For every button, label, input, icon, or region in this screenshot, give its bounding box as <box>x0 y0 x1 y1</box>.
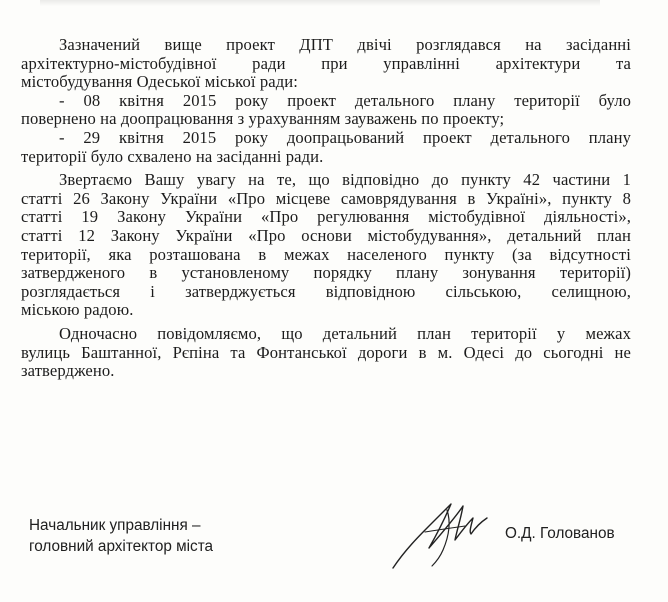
scan-artifact <box>40 0 600 6</box>
letter-body <box>21 36 631 381</box>
signatory-title-line1: Начальник управління – <box>29 517 201 534</box>
paragraph2-line6: затвердженого в установленому порядку плану зонування території) <box>21 264 631 283</box>
paragraph2-line5: території, яка розташована в межах населеного пункту (за відсутності <box>21 245 631 264</box>
list-item-1-line1: - 08 квітня 2015 року проект детального плану території було <box>59 91 631 110</box>
list-item-1-line2: повернено на доопрацювання з урахуванням зауважень по проекту; <box>21 109 505 129</box>
paragraph1-line1: Зазначений вище проект ДПТ двічі розглядався на засіданні <box>59 36 631 54</box>
paragraph3-line2: вулиць Баштанної, Рєпіна та Фонтанської дороги в м. Одесі до сьогодні не <box>21 343 631 362</box>
list-item-2-line2: території було схвалено на засіданні ради. <box>21 146 324 166</box>
paragraph2-line7: розглядається і затверджується відповідною сільською, селищною, <box>21 282 631 301</box>
signatory-title <box>29 515 213 557</box>
paragraph2-line1: Звертаємо Вашу увагу на те, що відповідно до пункту 42 частини 1 <box>59 171 631 190</box>
list-item-2-line1: - 29 квітня 2015 року доопрацьований проект детального плану <box>59 128 631 147</box>
paragraph2-line2: статті 26 Закону України «Про місцеве самоврядування в Україні», пункту 8 <box>21 189 631 208</box>
paragraph2-line4: статті 12 Закону України «Про основи містобудування», детальний план <box>21 226 631 245</box>
signatory-name: О.Д. Голованов <box>505 525 615 542</box>
signatory-title-line2: головний архітектор міста <box>29 538 214 555</box>
paragraph2-line8: міською радою. <box>21 300 134 320</box>
handwritten-signature <box>385 488 495 578</box>
paragraph3-line3: затверджено. <box>21 361 115 381</box>
paragraph1-line3: містобудування Одеської міської ради: <box>21 72 298 92</box>
paragraph2-line3: статті 19 Закону України «Про регулювання містобудівної діяльності», <box>21 208 631 227</box>
paragraph1-line2: архітектурно-містобудівної ради при управлінні архітектури та <box>21 54 631 73</box>
paragraph3-line1: Одночасно повідомляємо, що детальний план території у межах <box>59 324 631 343</box>
